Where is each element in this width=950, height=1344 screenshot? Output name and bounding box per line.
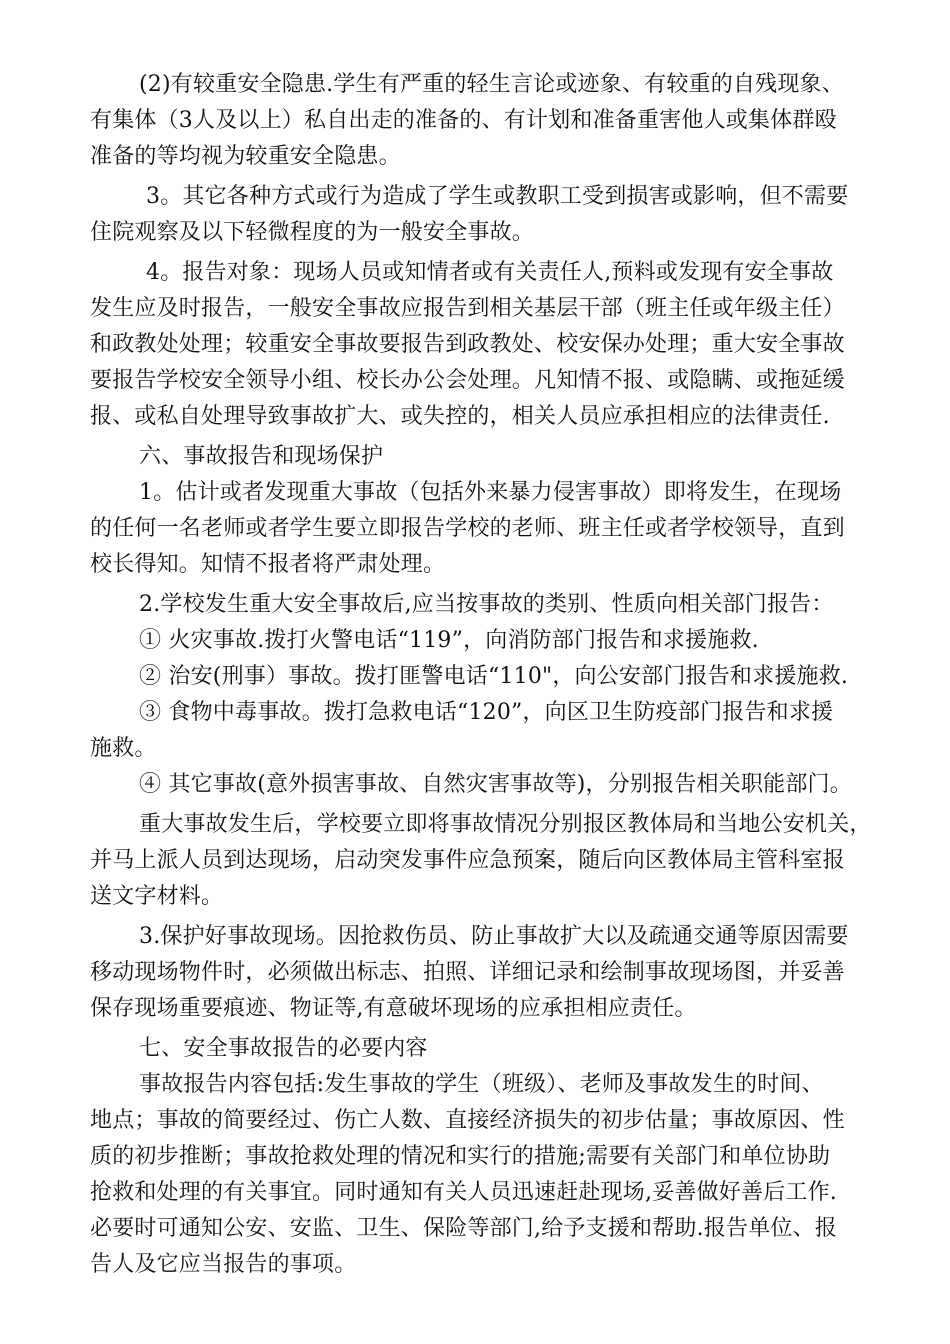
text-line: 施救。 bbox=[90, 736, 157, 761]
section-heading: 六、事故报告和现场保护 bbox=[139, 444, 384, 469]
text-line: 发生应及时报告，一般安全事故应报告到相关基层干部（班主任或年级主任） bbox=[90, 296, 845, 321]
text-line: 移动现场物件时，必须做出标志、拍照、详细记录和绘制事故现场图，并妥善 bbox=[90, 960, 845, 985]
text-line: 保存现场重要痕迹、物证等,有意破坏现场的应承担相应责任。 bbox=[90, 996, 697, 1021]
list-item: ② 治安(刑事）事故。拨打匪警电话“110"，向公安部门报告和求援施救. bbox=[139, 664, 849, 689]
text-line: 告人及它应当报告的事项。 bbox=[90, 1252, 357, 1277]
text-line: 事故报告内容包括:发生事故的学生（班级）、老师及事故发生的时间、 bbox=[139, 1072, 824, 1097]
text-line: 住院观察及以下轻微程度的为一般安全事故。 bbox=[90, 220, 535, 245]
text-line: 要报告学校安全领导小组、校长办公会处理。凡知情不报、或隐瞒、或拖延缓 bbox=[90, 368, 845, 393]
text-line: 报、或私自处理导致事故扩大、或失控的，相关人员应承担相应的法律责任. bbox=[90, 404, 830, 429]
text-line: 校长得知。知情不报者将严肃处理。 bbox=[90, 552, 446, 577]
text-line: 4。报告对象：现场人员或知情者或有关责任人,预料或发现有安全事故 bbox=[146, 260, 834, 285]
text-line: 3。其它各种方式或行为造成了学生或教职工受到损害或影响，但不需要 bbox=[146, 184, 849, 209]
text-line: 准备的等均视为较重安全隐患。 bbox=[90, 144, 401, 169]
text-line: 抢救和处理的有关事宜。同时通知有关人员迅速赶赴现场,妥善做好善后工作. bbox=[90, 1180, 837, 1205]
text-line: 必要时可通知公安、安监、卫生、保险等部门,给予支援和帮助.报告单位、报 bbox=[90, 1216, 837, 1241]
text-line: 3.保护好事故现场。因抢救伤员、防止事故扩大以及疏通交通等原因需要 bbox=[139, 924, 849, 949]
text-line: 重大事故发生后，学校要立即将事故情况分别报区教体局和当地公安机关， bbox=[139, 812, 872, 837]
list-item: ① 火灾事故.拨打火警电话“119”，向消防部门报告和求援施救. bbox=[139, 628, 759, 653]
text-line: 的任何一名老师或者学生要立即报告学校的老师、班主任或者学校领导，直到 bbox=[90, 516, 845, 541]
list-item: ③ 食物中毒事故。拨打急救电话“120”，向区卫生防疫部门报告和求援 bbox=[139, 700, 834, 725]
text-line: 质的初步推断；事故抢救处理的情况和实行的措施;需要有关部门和单位协助 bbox=[90, 1144, 831, 1169]
text-line: 地点；事故的简要经过、伤亡人数、直接经济损失的初步估量；事故原因、性 bbox=[90, 1108, 845, 1133]
text-line: 并马上派人员到达现场，启动突发事件应急预案，随后向区教体局主管科室报 bbox=[90, 848, 845, 873]
text-line: 送文字材料。 bbox=[90, 884, 224, 909]
text-line: 1。估计或者发现重大事故（包括外来暴力侵害事故）即将发生，在现场 bbox=[139, 480, 842, 505]
text-line: 有集体（3人及以上）私自出走的准备的、有计划和准备重害他人或集体群殴 bbox=[90, 108, 837, 133]
text-line: (2)有较重安全隐患.学生有严重的轻生言论或迹象、有较重的自残现象、 bbox=[139, 72, 844, 97]
section-heading: 七、安全事故报告的必要内容 bbox=[139, 1036, 428, 1061]
list-item: ④ 其它事故(意外损害事故、自然灾害事故等)，分别报告相关职能部门。 bbox=[139, 772, 852, 797]
text-line: 2.学校发生重大安全事故后,应当按事故的类别、性质向相关部门报告： bbox=[139, 592, 834, 617]
text-line: 和政教处处理；较重安全事故要报告到政教处、校安保办处理；重大安全事故 bbox=[90, 332, 845, 357]
